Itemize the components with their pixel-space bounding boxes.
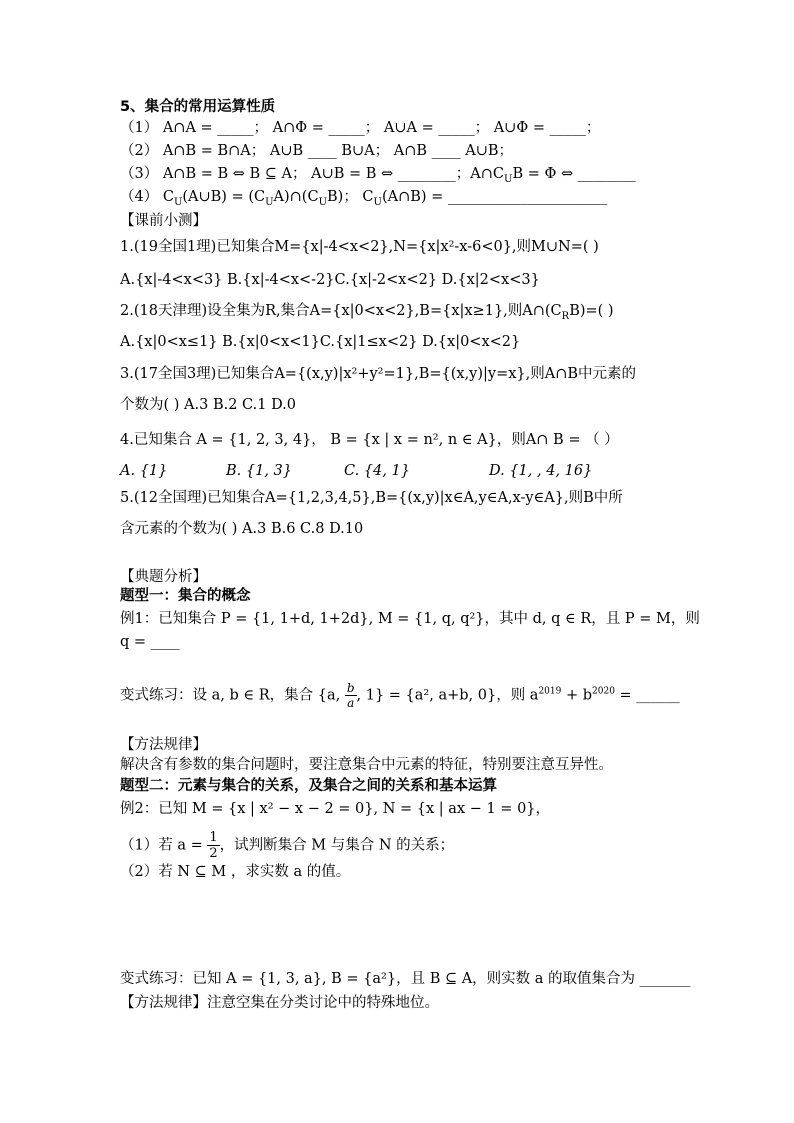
var1-text-a: 变式练习：设 a, b ∈ R，集合 {a,	[120, 687, 345, 704]
half-denominator: 2	[209, 846, 218, 861]
l4-sub-4: U	[373, 196, 382, 208]
l4-sub-3: U	[318, 196, 327, 208]
var1-text-b: , 1} = {a², a+b, 0}，则 a	[356, 687, 539, 704]
pretest-heading: 【课前小测】	[120, 213, 207, 229]
property-line-1: （1） A∩A = _____； A∩Φ = _____； A∪A = _____； A∪Φ = _____；	[120, 120, 601, 136]
var1-text-d: = ______	[614, 687, 680, 704]
question-2-options: A.{x|0<x≤1} B.{x|0<x<1}C.{x|1≤x<2} D.{x|0<x<2}	[120, 334, 521, 350]
example-2-part-1	[120, 830, 454, 861]
l4-part-e: (A∩B) = ______________________	[381, 189, 608, 205]
property-line-3-tail: B = Φ ⇔ ________	[512, 166, 636, 182]
exponent-2019: 2019	[538, 686, 562, 697]
l4-part-b: (A∪B) = (C	[182, 189, 266, 205]
method-text-2: 【方法规律】注意空集在分类讨论中的特殊地位。	[120, 995, 439, 1011]
type-2-title: 题型二：元素与集合的关系，及集合之间的关系和基本运算	[120, 778, 497, 794]
fraction-b-over-a	[345, 681, 357, 710]
section-title: 5、集合的常用运算性质	[120, 99, 276, 115]
l4-sub-1: U	[173, 196, 183, 208]
q4-option-d: D. {1, , 4, 16}	[489, 463, 593, 479]
question-5: 5.(12全国理)已知集合A={1,2,3,4,5},B={(x,y)|x∈A,y∈A,x-y∈A},则B中所	[120, 490, 623, 506]
l4-sub-2: U	[265, 196, 274, 208]
analysis-heading: 【典题分析】	[120, 569, 207, 585]
property-line-2: （2） A∩B = B∩A； A∪B ____ B∪A； A∩B ____ A∪B；	[120, 143, 514, 159]
q2-part-a: 2.(18天津理)设全集为R,集合A={x|0<x<2},B={x|x≥1},则A∩(C	[120, 303, 562, 319]
question-2	[120, 301, 614, 327]
complement-subscript: U	[504, 173, 513, 185]
l4-part-d: B)； C	[327, 189, 374, 205]
ex2-1-text-a: （1）若 a =	[120, 837, 208, 854]
example-1: 例1：已知集合 P = {1, 1+d, 1+2d}, M = {1, q, q²}，其中 d, q ∈ R，且 P = M，则	[120, 611, 700, 627]
half-numerator: 1	[209, 830, 218, 845]
property-line-4	[120, 187, 607, 213]
l4-part-a: （4） C	[120, 189, 174, 205]
variant-exercise-1	[120, 681, 680, 710]
fraction-numerator: b	[346, 681, 355, 695]
example-2: 例2：已知 M = {x | x² − x − 2 = 0}, N = {x | ax − 1 = 0}，	[120, 801, 551, 817]
example-2-part-2: （2）若 N ⊆ M ，求实数 a 的值。	[120, 864, 351, 880]
property-line-3-text: （3） A∩B = B ⇔ B ⊆ A； A∪B = B ⇔ ________；A∩C	[120, 166, 504, 182]
property-line-3	[120, 164, 636, 190]
question-4-options	[120, 461, 592, 481]
question-3: 3.(17全国3理)已知集合A={(x,y)|x²+y²=1},B={(x,y)|y=x},则A∩B中元素的	[120, 366, 637, 382]
fraction-one-half	[207, 830, 219, 861]
type-1-title: 题型一：集合的概念	[120, 588, 251, 604]
method-heading-1: 【方法规律】	[120, 737, 207, 753]
method-text-1: 解决含有参数的集合问题时，要注意集合中元素的特征，特别要注意互异性。	[120, 757, 613, 773]
question-1-options: A.{x|-4<x<3} B.{x|-4<x<-2}C.{x|-2<x<2} D.{x|2<x<3}	[120, 272, 540, 288]
l4-part-c: A)∩(C	[273, 189, 319, 205]
q2-part-b: B)=( )	[569, 303, 614, 319]
question-4: 4.已知集合 A = {1, 2, 3, 4}， B = {x | x = n², n ∈ A}，则A∩ B = （ ）	[120, 432, 619, 448]
ex2-1-text-b: ，试判断集合 M 与集合 N 的关系；	[219, 837, 455, 854]
q4-option-a: A. {1}	[120, 463, 168, 479]
example-1-answer: q = ____	[120, 634, 180, 650]
question-3-options: 个数为( ) A.3 B.2 C.1 D.0	[120, 397, 297, 413]
question-5-options: 含元素的个数为( ) A.3 B.6 C.8 D.10	[120, 521, 364, 537]
fraction-denominator: a	[347, 696, 355, 710]
question-1: 1.(19全国1理)已知集合M={x|-4<x<2},N={x|x²-x-6<0},则M∪N=( )	[120, 239, 599, 255]
q4-option-b: B. {1, 3}	[226, 463, 292, 479]
q4-option-c: C. {4, 1}	[344, 463, 410, 479]
var1-text-c: + b	[561, 687, 593, 704]
q2-subscript: R	[561, 310, 570, 322]
exponent-2020: 2020	[592, 686, 615, 697]
variant-exercise-2: 变式练习：已知 A = {1, 3, a}, B = {a²}，且 B ⊆ A，则实数 a 的取值集合为 _______	[120, 971, 691, 987]
